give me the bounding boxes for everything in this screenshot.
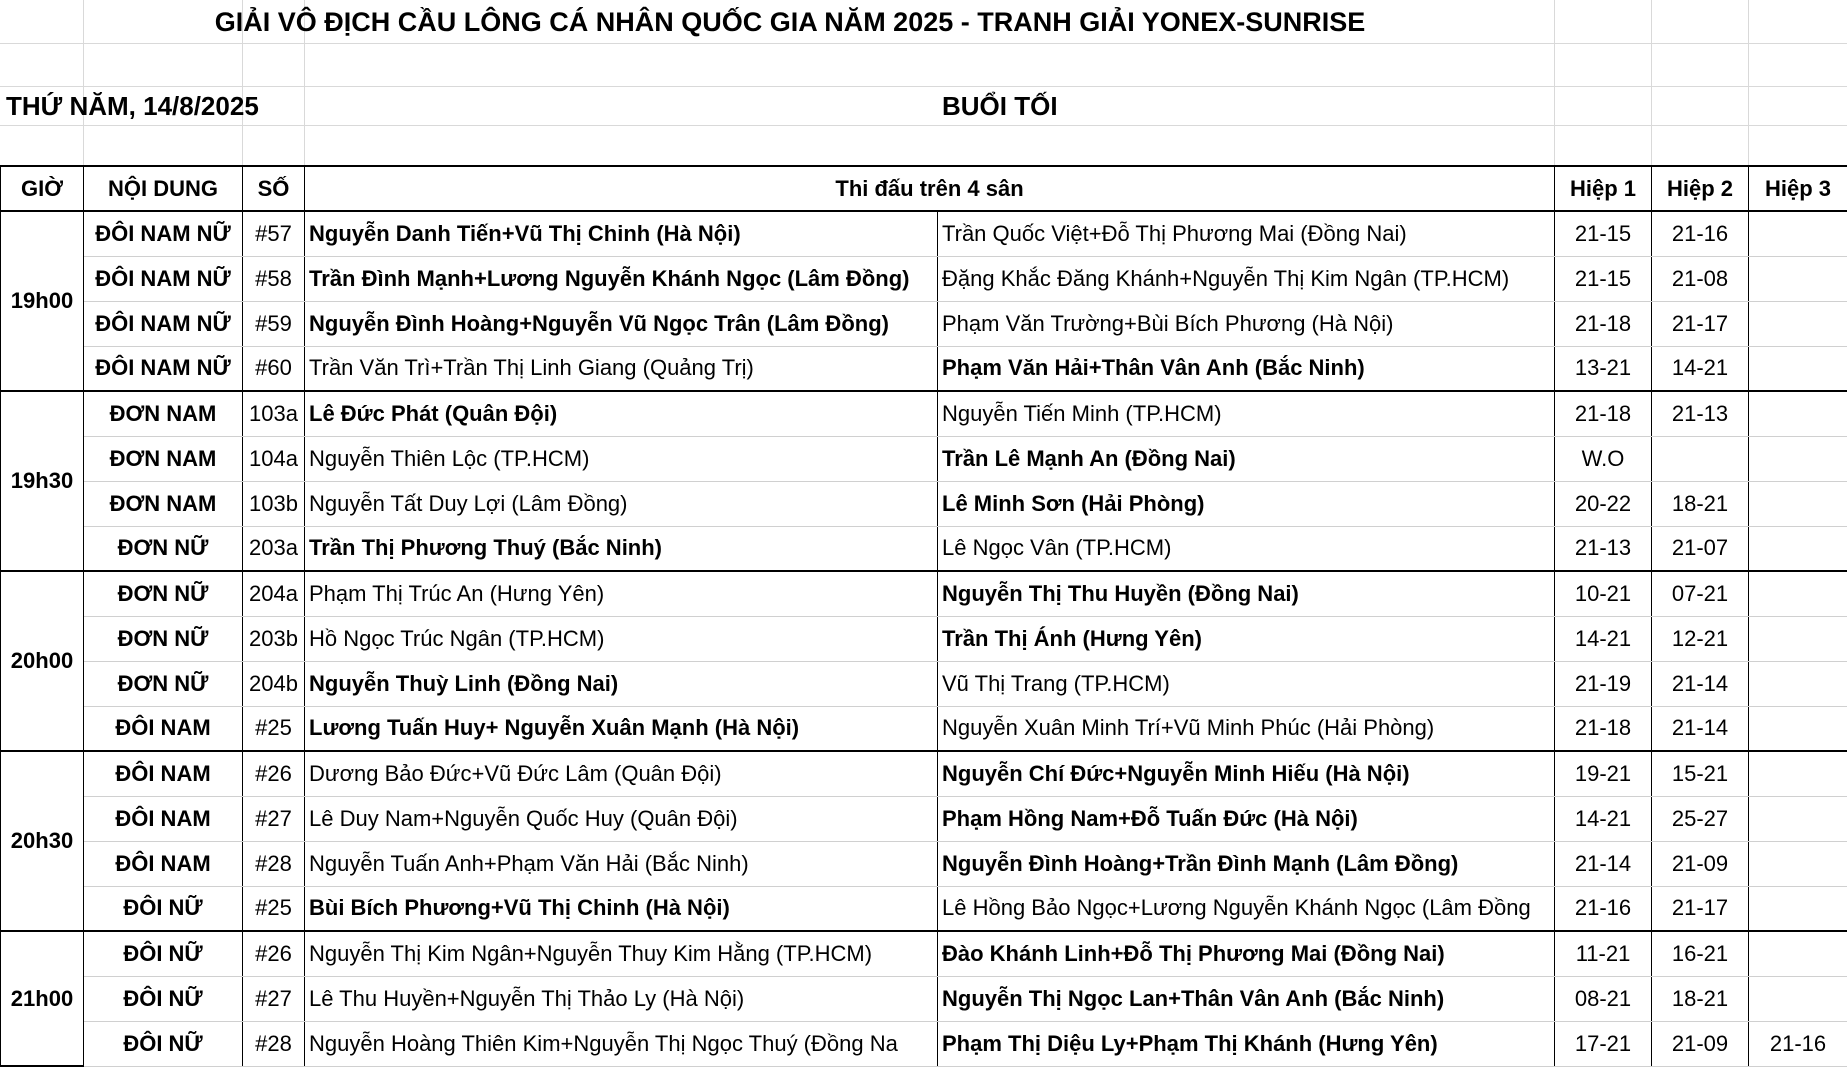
match-row	[1, 976, 1847, 1021]
event-cell: ĐÔI NAM	[84, 706, 243, 751]
grid-line	[1651, 0, 1652, 165]
team2-cell: Nguyễn Chí Đức+Nguyễn Minh Hiếu (Hà Nội)	[938, 751, 1555, 796]
set1-score-cell: 21-13	[1555, 526, 1652, 571]
event-cell: ĐÔI NAM	[84, 751, 243, 796]
match-number-cell: 204b	[243, 661, 305, 706]
set3-score-cell: 21-16	[1749, 1021, 1847, 1066]
match-row	[1, 346, 1847, 391]
set2-score-cell: 25-27	[1652, 796, 1749, 841]
event-cell: ĐÔI NAM	[84, 841, 243, 886]
set1-score-cell: 17-21	[1555, 1021, 1652, 1066]
team1-cell: Lương Tuấn Huy+ Nguyễn Xuân Mạnh (Hà Nội)	[305, 706, 938, 751]
set2-score-cell: 21-17	[1652, 301, 1749, 346]
team1-cell: Nguyễn Danh Tiến+Vũ Thị Chinh (Hà Nội)	[305, 211, 938, 256]
time-slot: 19h00	[1, 211, 84, 391]
match-number-cell: #25	[243, 706, 305, 751]
event-cell: ĐƠN NAM	[84, 436, 243, 481]
match-number-cell: #26	[243, 751, 305, 796]
grid-line	[0, 125, 1847, 126]
set2-score-cell: 21-07	[1652, 526, 1749, 571]
match-number-cell: #58	[243, 256, 305, 301]
set1-score-cell: 10-21	[1555, 571, 1652, 616]
set1-score-cell: 21-16	[1555, 886, 1652, 931]
time-slot: 19h30	[1, 391, 84, 571]
schedule-table	[0, 165, 1847, 1067]
set3-score-cell	[1749, 346, 1847, 391]
grid-line	[1554, 0, 1555, 165]
time-slot: 20h00	[1, 571, 84, 751]
set3-score-cell	[1749, 931, 1847, 976]
event-cell: ĐƠN NỮ	[84, 571, 243, 616]
event-cell: ĐÔI NỮ	[84, 976, 243, 1021]
team1-cell: Bùi Bích Phương+Vũ Thị Chinh (Hà Nội)	[305, 886, 938, 931]
match-row	[1, 661, 1847, 706]
set3-score-cell	[1749, 616, 1847, 661]
team2-cell: Nguyễn Thị Thu Huyền (Đồng Nai)	[938, 571, 1555, 616]
set1-score-cell: 21-18	[1555, 391, 1652, 436]
set2-score-cell: 18-21	[1652, 481, 1749, 526]
header-event: NỘI DUNG	[84, 166, 243, 211]
header-number: SỐ	[243, 166, 305, 211]
team1-cell: Dương Bảo Đức+Vũ Đức Lâm (Quân Đội)	[305, 751, 938, 796]
set2-score-cell: 21-09	[1652, 841, 1749, 886]
set3-score-cell	[1749, 886, 1847, 931]
event-cell: ĐÔI NAM NỮ	[84, 301, 243, 346]
set3-score-cell	[1749, 436, 1847, 481]
set3-score-cell	[1749, 841, 1847, 886]
set3-score-cell	[1749, 256, 1847, 301]
header-courts: Thi đấu trên 4 sân	[305, 166, 1555, 211]
sheet-title: GIẢI VÔ ĐỊCH CẦU LÔNG CÁ NHÂN QUỐC GIA NĂM 2025 - TRANH GIẢI YONEX-SUNRISE	[214, 7, 1366, 37]
set1-score-cell: 21-15	[1555, 256, 1652, 301]
set3-score-cell	[1749, 481, 1847, 526]
set3-score-cell	[1749, 211, 1847, 256]
time-slot: 20h30	[1, 751, 84, 931]
team1-cell: Hồ Ngọc Trúc Ngân (TP.HCM)	[305, 616, 938, 661]
team2-cell: Lê Hồng Bảo Ngọc+Lương Nguyễn Khánh Ngọc (Lâm Đồng	[938, 886, 1555, 931]
team2-cell: Đào Khánh Linh+Đỗ Thị Phương Mai (Đồng Nai)	[938, 931, 1555, 976]
set3-score-cell	[1749, 976, 1847, 1021]
match-number-cell: 204a	[243, 571, 305, 616]
set1-score-cell: 20-22	[1555, 481, 1652, 526]
date-line: THỨ NĂM, 14/8/2025	[6, 91, 259, 121]
team2-cell: Phạm Thị Diệu Ly+Phạm Thị Khánh (Hưng Yên)	[938, 1021, 1555, 1066]
set3-score-cell	[1749, 571, 1847, 616]
team2-cell: Phạm Văn Trường+Bùi Bích Phương (Hà Nội)	[938, 301, 1555, 346]
set2-score-cell: 21-17	[1652, 886, 1749, 931]
team2-cell: Phạm Hồng Nam+Đỗ Tuấn Đức (Hà Nội)	[938, 796, 1555, 841]
session-label: BUỔI TỐI	[942, 91, 1058, 121]
event-cell: ĐƠN NỮ	[84, 616, 243, 661]
event-cell: ĐƠN NỮ	[84, 661, 243, 706]
schedule-body	[1, 211, 1847, 1066]
team1-cell: Nguyễn Tuấn Anh+Phạm Văn Hải (Bắc Ninh)	[305, 841, 938, 886]
match-row	[1, 211, 1847, 256]
header-set1: Hiệp 1	[1555, 166, 1652, 211]
match-number-cell: #27	[243, 796, 305, 841]
team1-cell: Lê Duy Nam+Nguyễn Quốc Huy (Quân Đội)	[305, 796, 938, 841]
set1-score-cell: 21-18	[1555, 301, 1652, 346]
team1-cell: Nguyễn Thuỳ Linh (Đồng Nai)	[305, 661, 938, 706]
match-number-cell: 103a	[243, 391, 305, 436]
team1-cell: Lê Đức Phát (Quân Đội)	[305, 391, 938, 436]
set1-score-cell: 11-21	[1555, 931, 1652, 976]
set3-score-cell	[1749, 526, 1847, 571]
team1-cell: Nguyễn Hoàng Thiên Kim+Nguyễn Thị Ngọc Thuý (Đồng Na	[305, 1021, 938, 1066]
event-cell: ĐƠN NAM	[84, 391, 243, 436]
match-row	[1, 751, 1847, 796]
match-row	[1, 256, 1847, 301]
team2-cell: Trần Thị Ánh (Hưng Yên)	[938, 616, 1555, 661]
event-cell: ĐÔI NAM NỮ	[84, 211, 243, 256]
grid-line	[0, 43, 1847, 44]
team2-cell: Lê Ngọc Vân (TP.HCM)	[938, 526, 1555, 571]
match-number-cell: 203b	[243, 616, 305, 661]
team2-cell: Nguyễn Thị Ngọc Lan+Thân Vân Anh (Bắc Ninh)	[938, 976, 1555, 1021]
set2-score-cell: 07-21	[1652, 571, 1749, 616]
set1-score-cell: 21-19	[1555, 661, 1652, 706]
grid-line	[1748, 0, 1749, 165]
set2-score-cell: 21-09	[1652, 1021, 1749, 1066]
match-row	[1, 931, 1847, 976]
team2-cell: Lê Minh Sơn (Hải Phòng)	[938, 481, 1555, 526]
event-cell: ĐÔI NỮ	[84, 886, 243, 931]
match-number-cell: 104a	[243, 436, 305, 481]
set1-score-cell: 21-18	[1555, 706, 1652, 751]
event-cell: ĐƠN NỮ	[84, 526, 243, 571]
team2-cell: Nguyễn Xuân Minh Trí+Vũ Minh Phúc (Hải Phòng)	[938, 706, 1555, 751]
set3-score-cell	[1749, 751, 1847, 796]
set3-score-cell	[1749, 796, 1847, 841]
set2-score-cell: 21-16	[1652, 211, 1749, 256]
team2-cell: Nguyễn Tiến Minh (TP.HCM)	[938, 391, 1555, 436]
match-row	[1, 481, 1847, 526]
team1-cell: Phạm Thị Trúc An (Hưng Yên)	[305, 571, 938, 616]
set2-score-cell: 21-08	[1652, 256, 1749, 301]
match-row	[1, 706, 1847, 751]
set1-score-cell: 19-21	[1555, 751, 1652, 796]
match-row	[1, 796, 1847, 841]
team2-cell: Trần Quốc Việt+Đỗ Thị Phương Mai (Đồng Nai)	[938, 211, 1555, 256]
time-slot: 21h00	[1, 931, 84, 1066]
set2-score-cell: 15-21	[1652, 751, 1749, 796]
match-row	[1, 1021, 1847, 1066]
set1-score-cell: 21-14	[1555, 841, 1652, 886]
team1-cell: Trần Thị Phương Thuý (Bắc Ninh)	[305, 526, 938, 571]
event-cell: ĐÔI NAM	[84, 796, 243, 841]
match-number-cell: 203a	[243, 526, 305, 571]
team1-cell: Trần Văn Trì+Trần Thị Linh Giang (Quảng Trị)	[305, 346, 938, 391]
match-row	[1, 526, 1847, 571]
header-time: GIỜ	[1, 166, 84, 211]
match-number-cell: #59	[243, 301, 305, 346]
team1-cell: Trần Đình Mạnh+Lương Nguyễn Khánh Ngọc (Lâm Đồng)	[305, 256, 938, 301]
set2-score-cell: 21-14	[1652, 661, 1749, 706]
set2-score-cell	[1652, 436, 1749, 481]
match-number-cell: #60	[243, 346, 305, 391]
match-number-cell: #26	[243, 931, 305, 976]
team2-cell: Vũ Thị Trang (TP.HCM)	[938, 661, 1555, 706]
match-row	[1, 616, 1847, 661]
set1-score-cell: 08-21	[1555, 976, 1652, 1021]
event-cell: ĐÔI NAM NỮ	[84, 346, 243, 391]
set3-score-cell	[1749, 706, 1847, 751]
match-row	[1, 571, 1847, 616]
match-row	[1, 841, 1847, 886]
grid-line	[0, 86, 1847, 87]
set1-score-cell: W.O	[1555, 436, 1652, 481]
set2-score-cell: 16-21	[1652, 931, 1749, 976]
match-number-cell: #28	[243, 841, 305, 886]
match-row	[1, 391, 1847, 436]
match-number-cell: #57	[243, 211, 305, 256]
team2-cell: Trần Lê Mạnh An (Đồng Nai)	[938, 436, 1555, 481]
event-cell: ĐƠN NAM	[84, 481, 243, 526]
event-cell: ĐÔI NỮ	[84, 1021, 243, 1066]
match-number-cell: #27	[243, 976, 305, 1021]
event-cell: ĐÔI NỮ	[84, 931, 243, 976]
header-row	[1, 166, 1847, 211]
team2-cell: Phạm Văn Hải+Thân Vân Anh (Bắc Ninh)	[938, 346, 1555, 391]
set1-score-cell: 21-15	[1555, 211, 1652, 256]
team1-cell: Nguyễn Thị Kim Ngân+Nguyễn Thuy Kim Hằng (TP.HCM)	[305, 931, 938, 976]
team2-cell: Nguyễn Đình Hoàng+Trần Đình Mạnh (Lâm Đồng)	[938, 841, 1555, 886]
header-set3: Hiệp 3	[1749, 166, 1847, 211]
match-number-cell: 103b	[243, 481, 305, 526]
event-cell: ĐÔI NAM NỮ	[84, 256, 243, 301]
set2-score-cell: 14-21	[1652, 346, 1749, 391]
set2-score-cell: 21-14	[1652, 706, 1749, 751]
set3-score-cell	[1749, 391, 1847, 436]
team1-cell: Nguyễn Tất Duy Lợi (Lâm Đồng)	[305, 481, 938, 526]
match-row	[1, 436, 1847, 481]
set2-score-cell: 12-21	[1652, 616, 1749, 661]
set1-score-cell: 13-21	[1555, 346, 1652, 391]
header-set2: Hiệp 2	[1652, 166, 1749, 211]
set3-score-cell	[1749, 661, 1847, 706]
set2-score-cell: 18-21	[1652, 976, 1749, 1021]
set1-score-cell: 14-21	[1555, 616, 1652, 661]
team1-cell: Lê Thu Huyền+Nguyễn Thị Thảo Ly (Hà Nội)	[305, 976, 938, 1021]
team2-cell: Đặng Khắc Đăng Khánh+Nguyễn Thị Kim Ngân (TP.HCM)	[938, 256, 1555, 301]
team1-cell: Nguyễn Đình Hoàng+Nguyễn Vũ Ngọc Trân (Lâm Đồng)	[305, 301, 938, 346]
set3-score-cell	[1749, 301, 1847, 346]
team1-cell: Nguyễn Thiên Lộc (TP.HCM)	[305, 436, 938, 481]
set2-score-cell: 21-13	[1652, 391, 1749, 436]
match-number-cell: #25	[243, 886, 305, 931]
match-row	[1, 886, 1847, 931]
set1-score-cell: 14-21	[1555, 796, 1652, 841]
match-number-cell: #28	[243, 1021, 305, 1066]
match-row	[1, 301, 1847, 346]
